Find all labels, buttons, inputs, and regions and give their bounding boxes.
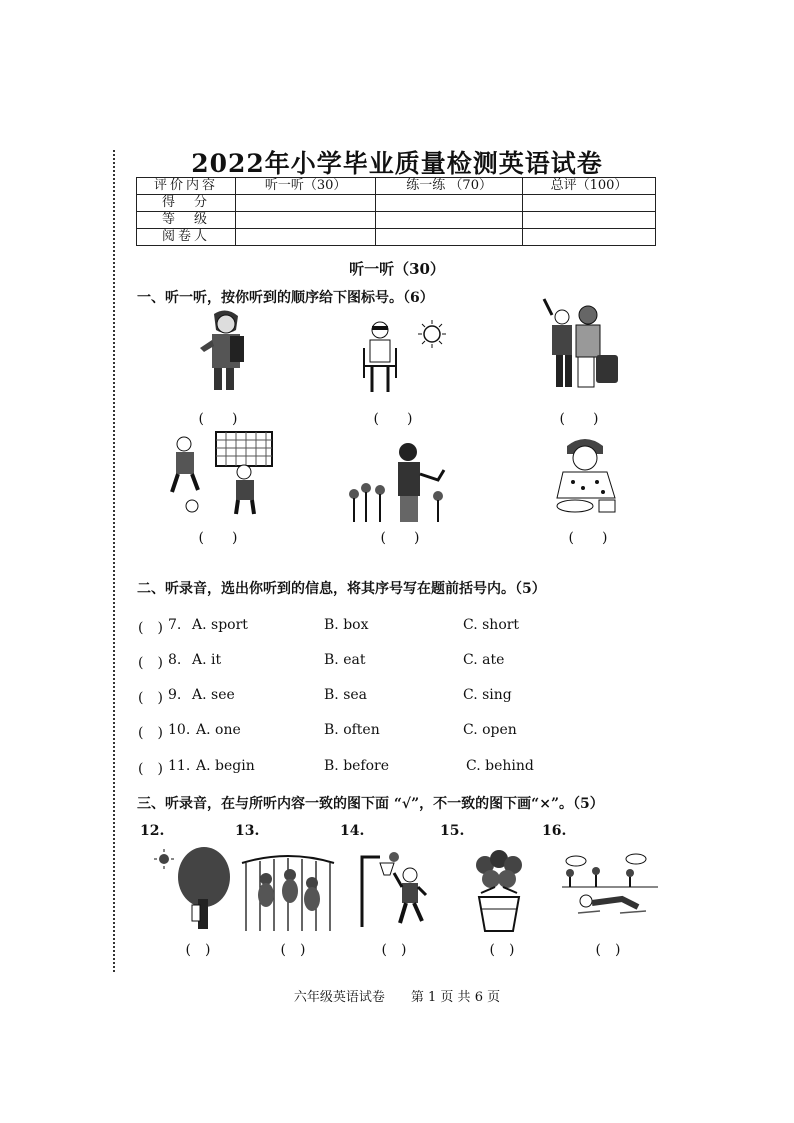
option-b: B. eat bbox=[324, 652, 366, 668]
question-number: 14. bbox=[340, 823, 365, 839]
option-a: A. one bbox=[196, 722, 241, 738]
option-a: A. see bbox=[192, 687, 235, 703]
potted-flowers-picture bbox=[467, 849, 531, 935]
score-cell[interactable] bbox=[236, 212, 376, 229]
answer-paren[interactable]: ( ) bbox=[138, 761, 163, 777]
answer-paren[interactable]: ( ) bbox=[138, 725, 163, 741]
score-row-label: 得 分 bbox=[137, 195, 236, 212]
question-number: 12. bbox=[140, 823, 165, 839]
answer-paren[interactable]: ( ) bbox=[138, 655, 163, 671]
score-row-label: 等 级 bbox=[137, 212, 236, 229]
option-c: C. short bbox=[463, 617, 520, 633]
tree-with-sun-picture bbox=[154, 843, 236, 933]
girl-watering-flowers-picture bbox=[346, 440, 454, 526]
answer-paren[interactable]: ( ) bbox=[595, 942, 621, 958]
score-header-cell: 评价内容 bbox=[137, 178, 236, 195]
section2-instruction: 二、听录音，选出你听到的信息，将其序号写在题前括号内。（5） bbox=[137, 581, 546, 597]
girl-with-schoolbag-picture bbox=[192, 308, 256, 400]
score-header-cell: 总评（100） bbox=[523, 178, 656, 195]
listening-part-title: 听一听（30） bbox=[349, 260, 445, 278]
option-c: C. open bbox=[463, 722, 517, 738]
question-row bbox=[138, 687, 658, 707]
option-a: A. it bbox=[192, 652, 222, 668]
question-number: 8. bbox=[168, 652, 182, 668]
score-cell[interactable] bbox=[523, 212, 656, 229]
couple-with-suitcase-picture bbox=[538, 295, 622, 395]
answer-paren[interactable]: ( ) bbox=[381, 942, 407, 958]
answer-paren[interactable]: ( ) bbox=[380, 530, 420, 546]
score-cell[interactable] bbox=[523, 195, 656, 212]
score-cell[interactable] bbox=[376, 195, 523, 212]
answer-paren[interactable]: ( ) bbox=[489, 942, 515, 958]
option-c: C. ate bbox=[463, 652, 505, 668]
score-cell[interactable] bbox=[236, 229, 376, 246]
question-row bbox=[138, 617, 658, 637]
score-cell[interactable] bbox=[523, 229, 656, 246]
section3-instruction: 三、听录音，在与所听内容一致的图下面 “√”，不一致的图下画“×”。（5） bbox=[137, 796, 604, 812]
question-row bbox=[138, 652, 658, 672]
boy-lying-on-grass-picture bbox=[560, 853, 660, 919]
answer-paren[interactable]: ( ) bbox=[280, 942, 306, 958]
question-number: 16. bbox=[542, 823, 567, 839]
boys-playing-football-picture bbox=[164, 430, 274, 516]
exam-title: 2022年小学毕业质量检测英语试卷 bbox=[191, 149, 603, 178]
woman-cooking-picture bbox=[553, 432, 623, 518]
score-row-label: 阅卷人 bbox=[137, 229, 236, 246]
question-number: 9. bbox=[168, 687, 182, 703]
score-table-header-row bbox=[137, 178, 656, 195]
score-table-row bbox=[137, 212, 656, 229]
score-header-cell: 练一练 （70） bbox=[376, 178, 523, 195]
option-b: B. before bbox=[324, 758, 390, 774]
option-b: B. sea bbox=[324, 687, 368, 703]
answer-paren[interactable]: ( ) bbox=[568, 530, 608, 546]
answer-paren[interactable]: ( ) bbox=[198, 530, 238, 546]
question-number: 7. bbox=[168, 617, 182, 633]
question-number: 11. bbox=[168, 758, 191, 774]
answer-paren[interactable]: ( ) bbox=[138, 620, 163, 636]
score-table bbox=[136, 177, 656, 246]
option-a: A. begin bbox=[196, 758, 255, 774]
score-header-cell: 听一听（30） bbox=[236, 178, 376, 195]
answer-paren[interactable]: ( ) bbox=[373, 411, 413, 427]
monkeys-in-cage-picture bbox=[240, 853, 336, 933]
score-table-row bbox=[137, 195, 656, 212]
question-number: 10. bbox=[168, 722, 191, 738]
question-number: 13. bbox=[235, 823, 260, 839]
option-c: C. behind bbox=[466, 758, 534, 774]
question-number: 15. bbox=[440, 823, 465, 839]
boy-sitting-in-sun-picture bbox=[358, 318, 450, 398]
section1-instruction: 一、听一听，按你听到的顺序给下图标号。（6） bbox=[137, 290, 434, 306]
question-row bbox=[138, 722, 658, 742]
option-b: B. often bbox=[324, 722, 380, 738]
option-b: B. box bbox=[324, 617, 369, 633]
question-row bbox=[138, 758, 658, 778]
score-cell[interactable] bbox=[376, 212, 523, 229]
boy-basketball-picture bbox=[356, 849, 438, 929]
answer-paren[interactable]: ( ) bbox=[185, 942, 211, 958]
score-cell[interactable] bbox=[376, 229, 523, 246]
answer-paren[interactable]: ( ) bbox=[198, 411, 238, 427]
option-a: A. sport bbox=[192, 617, 248, 633]
answer-paren[interactable]: ( ) bbox=[559, 411, 599, 427]
option-c: C. sing bbox=[463, 687, 512, 703]
score-cell[interactable] bbox=[236, 195, 376, 212]
answer-paren[interactable]: ( ) bbox=[138, 690, 163, 706]
score-table-row bbox=[137, 229, 656, 246]
page-footer: 六年级英语试卷 第 1 页 共 6 页 bbox=[293, 990, 501, 1005]
